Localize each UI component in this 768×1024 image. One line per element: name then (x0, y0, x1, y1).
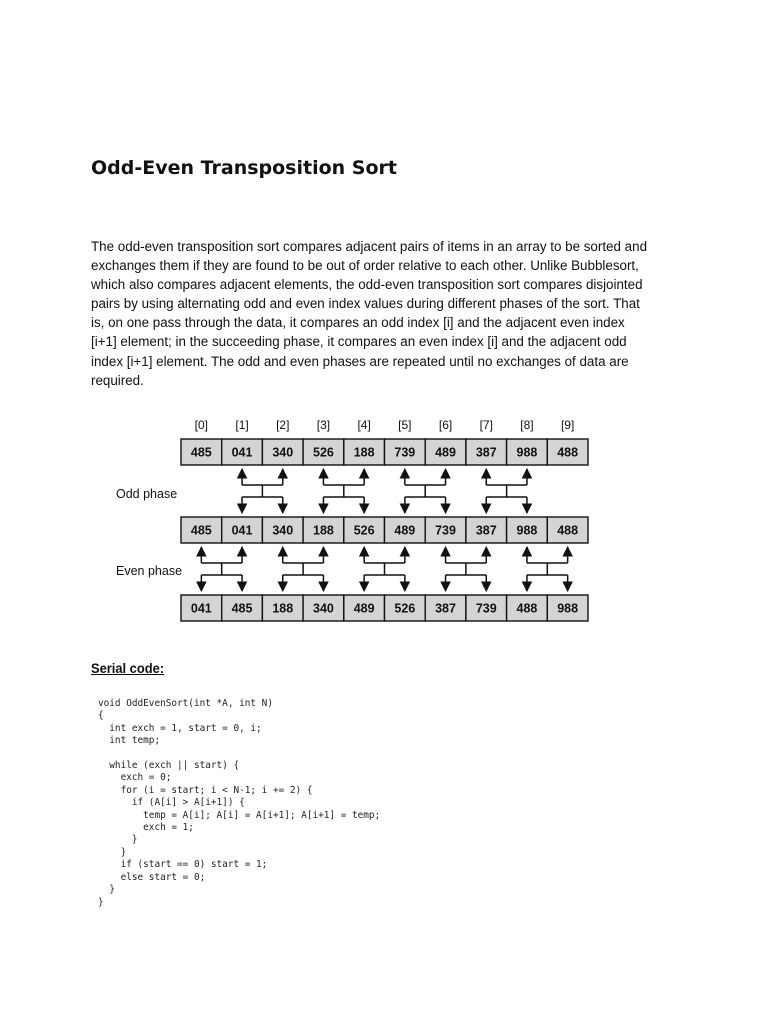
cell-value: 488 (557, 445, 579, 460)
cell-value: 489 (394, 523, 416, 538)
cell-value: 041 (231, 523, 253, 538)
code-line: int temp; (98, 735, 161, 747)
paragraph-line: is, on one pass through the data, it compares an odd index [i] and the adjacent even index (91, 315, 625, 331)
cell-value: 988 (516, 445, 538, 460)
page-title: Odd-Even Transposition Sort (91, 157, 397, 179)
index-label: [4] (357, 418, 371, 432)
cell-value: 488 (557, 523, 579, 538)
code-line: exch = 0; (98, 772, 172, 784)
code-line: int exch = 1, start = 0, i; (98, 722, 262, 734)
paragraph-line: index [i+1] element. The odd and even phases are repeated until no exchanges of data are (91, 353, 629, 369)
code-line: { (98, 710, 104, 722)
cell-value: 485 (190, 523, 212, 538)
code-line: exch = 1; (98, 822, 194, 834)
index-label: [2] (276, 418, 290, 432)
cell-value: 485 (190, 445, 212, 460)
code-line (98, 748, 380, 760)
cell-value: 340 (272, 523, 294, 538)
paragraph-line: exchanges them if they are found to be out of order relative to each other. Unlike Bubblesort, (91, 258, 639, 274)
cell-value: 488 (516, 601, 538, 616)
index-label: [0] (194, 418, 209, 432)
cell-value: 387 (435, 601, 456, 616)
paragraph-line: The odd-even transposition sort compares adjacent pairs of items in an array to be sorted and (91, 239, 648, 254)
cell-value: 188 (353, 445, 375, 460)
index-label: [7] (479, 418, 493, 432)
code-line: if (start == 0) start = 1; (98, 859, 268, 871)
cell-value: 489 (435, 445, 456, 460)
serial-code-block (98, 698, 380, 909)
code-line: temp = A[i]; A[i] = A[i+1]; A[i+1] = temp; (98, 809, 381, 821)
cell-value: 988 (516, 523, 538, 538)
cell-value: 188 (272, 601, 294, 616)
code-line: void OddEvenSort(int *A, int N) (98, 698, 273, 709)
cell-value: 188 (313, 523, 334, 538)
code-line: } (98, 884, 115, 896)
code-line: else start = 0; (98, 871, 206, 883)
phase-label: Odd phase (116, 487, 178, 501)
cell-value: 988 (557, 601, 579, 616)
code-line: } (98, 896, 104, 908)
cell-value: 340 (272, 445, 294, 460)
paragraph-line: required. (91, 372, 144, 388)
serial-code-heading: Serial code: (91, 660, 165, 676)
code-line: while (exch || start) { (98, 760, 240, 772)
index-label: [5] (398, 418, 412, 432)
cell-value: 041 (231, 445, 253, 460)
cell-value: 526 (353, 523, 375, 538)
code-line: if (A[i] > A[i+1]) { (98, 797, 245, 809)
index-label: [1] (235, 418, 249, 432)
cell-value: 489 (353, 601, 375, 616)
code-line: } (98, 846, 127, 858)
index-label: [8] (520, 418, 534, 432)
index-label: [9] (560, 418, 575, 432)
cell-value: 387 (475, 523, 497, 538)
code-line: for (i = start; i < N-1; i += 2) { (98, 784, 313, 796)
paragraph-line: pairs by using alternating odd and even index values during different phases of the sort. That (91, 296, 640, 312)
cell-value: 340 (313, 601, 334, 616)
cell-value: 739 (475, 601, 497, 616)
index-label: [3] (316, 418, 331, 432)
paragraph-line: [i+1] element; in the succeeding phase, it compares an even index [i] and the adjacent odd (91, 334, 627, 350)
cell-value: 739 (435, 523, 456, 538)
cell-value: 485 (231, 601, 253, 616)
code-line: } (98, 834, 138, 846)
cell-value: 526 (313, 445, 334, 460)
cell-value: 526 (394, 601, 416, 616)
cell-value: 739 (394, 445, 416, 460)
index-label: [6] (438, 418, 453, 432)
cell-value: 387 (475, 445, 497, 460)
cell-value: 041 (190, 601, 212, 616)
phase-label: Even phase (116, 564, 183, 578)
paragraph-line: which also compares adjacent elements, the odd-even transposition sort compares disjointed (91, 277, 643, 293)
